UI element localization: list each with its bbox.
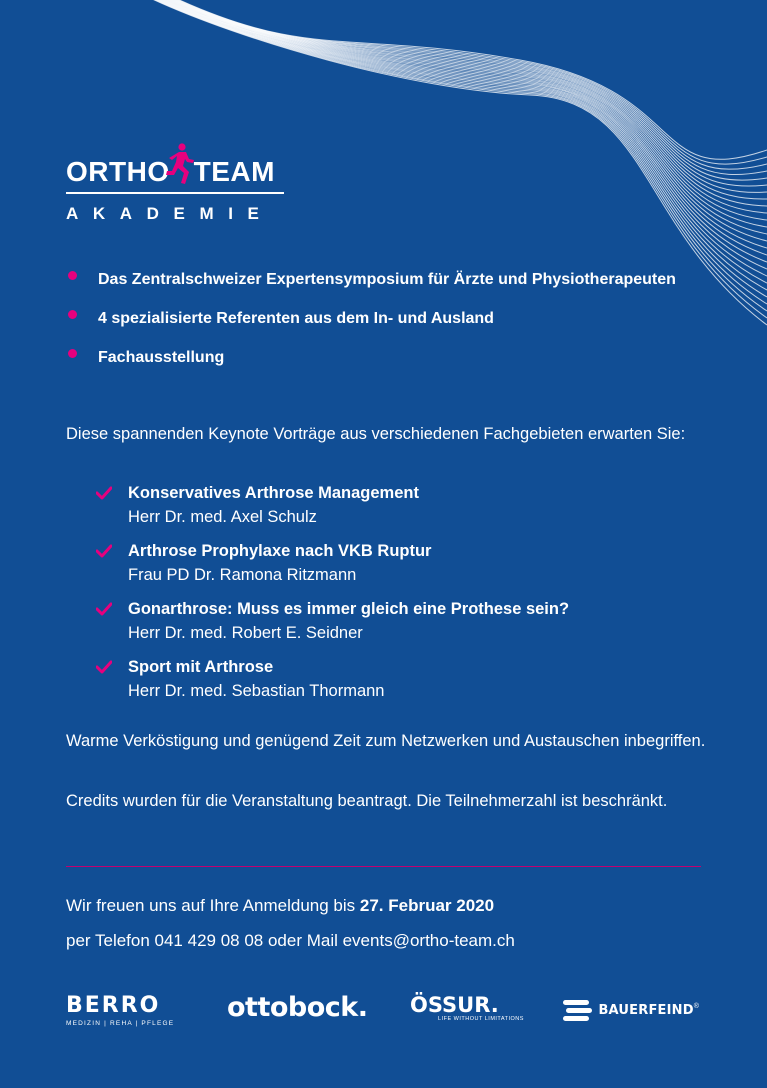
keynote-intro: Diese spannenden Keynote Vorträge aus verschiedenen Fachgebieten erwarten Sie: (66, 425, 686, 443)
keynote-speaker: Herr Dr. med. Sebastian Thormann (128, 682, 385, 700)
keynote-item (96, 481, 716, 529)
bauerfeind-mark-icon (562, 998, 594, 1022)
keynote-title: Konservatives Arthrose Management (128, 484, 419, 502)
keynote-speaker: Herr Dr. med. Robert E. Seidner (128, 624, 363, 642)
registered-mark: ® (693, 1002, 699, 1010)
highlight-item (66, 346, 686, 370)
registration-deadline: 27. Februar 2020 (359, 896, 495, 915)
highlight-text: Fachausstellung (98, 349, 225, 366)
logo-brand-right: TEAM (193, 156, 275, 187)
keynote-title: Sport mit Arthrose (128, 658, 274, 676)
ottobock-logo: ottobock. (227, 992, 368, 1023)
wave-line (174, 0, 767, 164)
bauerfeind-wordmark: BAUERFEIND (598, 1002, 694, 1018)
keynote-title: Arthrose Prophylaxe nach VKB Ruptur (128, 542, 432, 560)
keynote-speaker: Frau PD Dr. Ramona Ritzmann (128, 566, 357, 584)
section-divider (66, 866, 701, 867)
checkmark-icon (96, 602, 112, 616)
keynote-item (96, 597, 716, 645)
keynote-item (96, 655, 716, 703)
logo-brand-left: ORTHO (66, 156, 170, 187)
wave-line (157, 0, 767, 276)
highlight-text: 4 spezialisierte Referenten aus dem In- und Ausland (98, 310, 494, 327)
highlight-text: Das Zentralschweizer Expertensymposium für Ärzte und Physiotherapeuten (98, 271, 676, 288)
keynote-speaker: Herr Dr. med. Axel Schulz (128, 508, 317, 526)
bullet-dot-icon (68, 349, 77, 358)
checkmark-icon (96, 544, 112, 558)
ortho-team-akademie-logo (66, 142, 286, 228)
sponsor-logos (0, 990, 767, 1040)
logo-divider (66, 192, 284, 194)
keynote-item (96, 539, 716, 587)
keynote-title: Gonarthrose: Muss es immer gleich eine Prothese sein? (128, 600, 570, 618)
catering-note: Warme Verköstigung und genügend Zeit zum Netzwerken und Austauschen inbegriffen. (66, 732, 706, 750)
logo-subtitle: AKADEMIE (66, 204, 274, 223)
ossur-logo (410, 994, 524, 1022)
bauerfeind-logo (562, 998, 699, 1022)
keynote-list (96, 481, 716, 713)
contact-line: per Telefon 041 429 08 08 oder Mail events@ortho-team.ch (66, 931, 515, 950)
berro-logo (66, 993, 174, 1029)
checkmark-icon (96, 660, 112, 674)
berro-tagline: MEDIZIN | REHA | PFLEGE (66, 1020, 175, 1027)
ossur-wordmark: ÖSSUR. (410, 993, 499, 1017)
wave-line (158, 0, 767, 269)
bullet-dot-icon (68, 310, 77, 319)
runner-icon (165, 142, 195, 186)
registration-line (66, 894, 494, 918)
bullet-dot-icon (68, 271, 77, 280)
highlights-list (66, 268, 686, 385)
ossur-tagline: LIFE WITHOUT LIMITATIONS (438, 1016, 524, 1022)
wave-line (175, 0, 767, 159)
highlight-item (66, 268, 686, 292)
credits-note: Credits wurden für die Veranstaltung beantragt. Die Teilnehmerzahl ist beschränkt. (66, 792, 668, 810)
berro-wordmark: BERRO (66, 993, 161, 1018)
registration-prefix: Wir freuen uns auf Ihre Anmeldung bis (66, 896, 360, 915)
checkmark-icon (96, 486, 112, 500)
highlight-item (66, 307, 686, 331)
